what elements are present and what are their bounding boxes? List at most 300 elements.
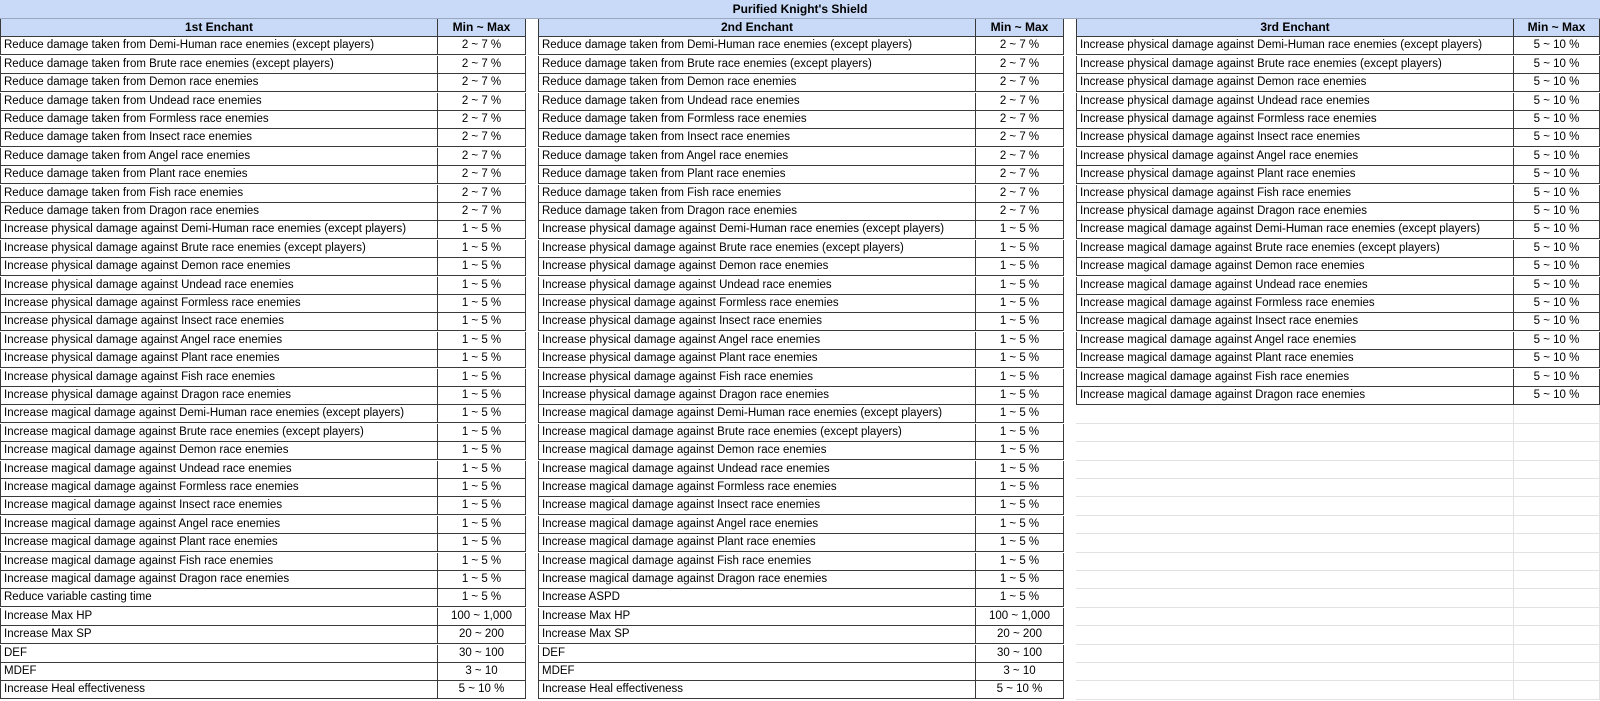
- table-row: [1076, 166, 1600, 184]
- table-row: [538, 148, 1064, 166]
- enchant-name-cell[interactable]: MDEF: [0, 663, 438, 681]
- empty-cell[interactable]: [1076, 516, 1514, 534]
- enchant-name-cell[interactable]: Increase magical damage against Demon race enemies: [538, 442, 976, 460]
- table-row: [1076, 37, 1600, 55]
- enchant-range-cell[interactable]: 2 ~ 7 %: [976, 93, 1064, 111]
- enchant-range-cell[interactable]: 1 ~ 5 %: [976, 313, 1064, 331]
- enchant-range-cell[interactable]: 1 ~ 5 %: [976, 442, 1064, 460]
- enchant-name-cell[interactable]: Increase magical damage against Undead race enemies: [0, 461, 438, 479]
- enchant-name-cell[interactable]: Increase magical damage against Plant race enemies: [1076, 350, 1514, 368]
- table-row: [1076, 203, 1600, 221]
- enchant-name-cell[interactable]: DEF: [0, 645, 438, 663]
- enchant-name-cell[interactable]: Increase magical damage against Insect race enemies: [0, 497, 438, 515]
- enchant-name-cell[interactable]: Increase physical damage against Fish race enemies: [1076, 185, 1514, 203]
- table-row: [1076, 221, 1600, 239]
- enchant-range-cell[interactable]: 1 ~ 5 %: [976, 534, 1064, 552]
- enchant-range-cell[interactable]: 5 ~ 10 %: [438, 681, 526, 699]
- enchant-name-cell[interactable]: Increase magical damage against Undead race enemies: [538, 461, 976, 479]
- enchant-range-cell[interactable]: 5 ~ 10 %: [1514, 387, 1600, 405]
- enchant-name-cell[interactable]: Increase magical damage against Formless race enemies: [0, 479, 438, 497]
- enchant-range-cell[interactable]: 2 ~ 7 %: [976, 185, 1064, 203]
- enchant-name-cell[interactable]: Increase magical damage against Fish race enemies: [538, 553, 976, 571]
- table-row: [0, 387, 526, 405]
- enchant-name-cell[interactable]: Reduce damage taken from Undead race enemies: [0, 93, 438, 111]
- enchant-range-cell[interactable]: 2 ~ 7 %: [438, 185, 526, 203]
- table-row: [0, 258, 526, 276]
- header-min-max[interactable]: Min ~ Max: [438, 19, 526, 37]
- enchant-name-cell[interactable]: Increase magical damage against Insect race enemies: [538, 497, 976, 515]
- enchant-range-cell[interactable]: 1 ~ 5 %: [438, 571, 526, 589]
- enchant-name-cell[interactable]: Reduce damage taken from Dragon race enemies: [538, 203, 976, 221]
- empty-cell[interactable]: [1076, 534, 1514, 552]
- enchant-range-cell[interactable]: 100 ~ 1,000: [976, 608, 1064, 626]
- enchant-range-cell[interactable]: 1 ~ 5 %: [438, 442, 526, 460]
- empty-cell[interactable]: [1076, 608, 1514, 626]
- table-row: [0, 203, 526, 221]
- table-row: [0, 681, 526, 699]
- enchant-name-cell[interactable]: Reduce damage taken from Brute race enemies (except players): [538, 56, 976, 74]
- table-row: [1076, 350, 1600, 368]
- enchant-name-cell[interactable]: Increase physical damage against Demi-Human race enemies (except players): [0, 221, 438, 239]
- enchant-name-cell[interactable]: Reduce damage taken from Fish race enemies: [0, 185, 438, 203]
- enchant-range-cell[interactable]: 2 ~ 7 %: [976, 37, 1064, 55]
- empty-cell[interactable]: [1514, 608, 1600, 626]
- enchant-name-cell[interactable]: Increase Heal effectiveness: [538, 681, 976, 699]
- enchant-range-cell[interactable]: 1 ~ 5 %: [976, 497, 1064, 515]
- enchant-range-cell[interactable]: 5 ~ 10 %: [1514, 185, 1600, 203]
- enchant-name-cell[interactable]: Increase magical damage against Dragon race enemies: [538, 571, 976, 589]
- enchant-range-cell[interactable]: 2 ~ 7 %: [438, 203, 526, 221]
- empty-cell[interactable]: [1076, 663, 1514, 681]
- enchant-name-cell[interactable]: Increase Max SP: [0, 626, 438, 644]
- table-row: [1076, 277, 1600, 295]
- enchant-range-cell[interactable]: 20 ~ 200: [438, 626, 526, 644]
- table-row: [0, 313, 526, 331]
- enchant-name-cell[interactable]: Reduce damage taken from Demon race enemies: [0, 74, 438, 92]
- enchant-range-cell[interactable]: 5 ~ 10 %: [1514, 258, 1600, 276]
- table-row: [538, 93, 1064, 111]
- empty-cell[interactable]: [1514, 681, 1600, 699]
- table-row: [538, 424, 1064, 442]
- table-row: [0, 479, 526, 497]
- enchant-name-cell[interactable]: Increase physical damage against Plant race enemies: [538, 350, 976, 368]
- empty-cell[interactable]: [1514, 405, 1600, 423]
- table-row: [1076, 387, 1600, 405]
- enchant-name-cell[interactable]: Increase physical damage against Formless race enemies: [538, 295, 976, 313]
- empty-cell[interactable]: [1514, 424, 1600, 442]
- enchant-range-cell[interactable]: 5 ~ 10 %: [1514, 203, 1600, 221]
- enchant-name-cell[interactable]: Increase magical damage against Angel race enemies: [0, 516, 438, 534]
- enchant-range-cell[interactable]: 1 ~ 5 %: [976, 221, 1064, 239]
- header-min-max[interactable]: Min ~ Max: [1514, 19, 1600, 37]
- empty-cell[interactable]: [1076, 424, 1514, 442]
- header-row: [538, 19, 1064, 37]
- enchant-name-cell[interactable]: Increase ASPD: [538, 589, 976, 607]
- enchant-name-cell[interactable]: Increase physical damage against Formless race enemies: [1076, 111, 1514, 129]
- enchant-range-cell[interactable]: 5 ~ 10 %: [1514, 240, 1600, 258]
- enchant-range-cell[interactable]: 5 ~ 10 %: [1514, 295, 1600, 313]
- enchant-range-cell[interactable]: 5 ~ 10 %: [1514, 56, 1600, 74]
- enchant-name-cell[interactable]: Increase physical damage against Fish race enemies: [538, 369, 976, 387]
- enchant-name-cell[interactable]: Increase magical damage against Brute race enemies (except players): [538, 424, 976, 442]
- enchant-range-cell[interactable]: 5 ~ 10 %: [1514, 166, 1600, 184]
- enchant-range-cell[interactable]: 5 ~ 10 %: [1514, 111, 1600, 129]
- table-row: [538, 74, 1064, 92]
- empty-cell[interactable]: [1076, 626, 1514, 644]
- enchant-name-cell[interactable]: Reduce damage taken from Formless race enemies: [538, 111, 976, 129]
- table-row: [538, 645, 1064, 663]
- empty-cell[interactable]: [1514, 553, 1600, 571]
- enchant-range-cell[interactable]: 1 ~ 5 %: [976, 258, 1064, 276]
- table-row: [1076, 56, 1600, 74]
- header-1st-enchant[interactable]: 1st Enchant: [0, 19, 438, 37]
- enchant-name-cell[interactable]: Reduce damage taken from Brute race enemies (except players): [0, 56, 438, 74]
- header-3rd-enchant[interactable]: 3rd Enchant: [1076, 19, 1514, 37]
- enchant-range-cell[interactable]: 1 ~ 5 %: [438, 332, 526, 350]
- enchant-name-cell[interactable]: Increase physical damage against Dragon race enemies: [538, 387, 976, 405]
- enchant-range-cell[interactable]: 1 ~ 5 %: [438, 221, 526, 239]
- enchant-name-cell[interactable]: Increase magical damage against Demi-Human race enemies (except players): [0, 405, 438, 423]
- table-row: [0, 663, 526, 681]
- enchant-range-cell[interactable]: 2 ~ 7 %: [976, 129, 1064, 147]
- enchant-range-cell[interactable]: 1 ~ 5 %: [438, 405, 526, 423]
- table-row: [1076, 369, 1600, 387]
- table-row: [538, 111, 1064, 129]
- enchant-name-cell[interactable]: Increase Max SP: [538, 626, 976, 644]
- enchant-range-cell[interactable]: 3 ~ 10: [438, 663, 526, 681]
- enchant-range-cell[interactable]: 5 ~ 10 %: [1514, 37, 1600, 55]
- table-row: [538, 571, 1064, 589]
- enchant-name-cell[interactable]: Increase magical damage against Dragon race enemies: [1076, 387, 1514, 405]
- enchant-name-cell[interactable]: Increase physical damage against Fish race enemies: [0, 369, 438, 387]
- header-min-max[interactable]: Min ~ Max: [976, 19, 1064, 37]
- table-row: [1076, 185, 1600, 203]
- table-row: [538, 240, 1064, 258]
- enchant-range-cell[interactable]: 5 ~ 10 %: [1514, 129, 1600, 147]
- enchant-range-cell[interactable]: 1 ~ 5 %: [438, 534, 526, 552]
- enchant-range-cell[interactable]: 1 ~ 5 %: [976, 295, 1064, 313]
- table-row: [538, 516, 1064, 534]
- table-row: [0, 553, 526, 571]
- table-row: [0, 645, 526, 663]
- enchant-name-cell[interactable]: Increase physical damage against Undead race enemies: [0, 277, 438, 295]
- enchant-range-cell[interactable]: 1 ~ 5 %: [976, 461, 1064, 479]
- enchant-range-cell[interactable]: 1 ~ 5 %: [438, 240, 526, 258]
- enchant-name-cell[interactable]: Increase physical damage against Formless race enemies: [0, 295, 438, 313]
- empty-cell[interactable]: [1514, 442, 1600, 460]
- enchant-name-cell[interactable]: Increase Max HP: [0, 608, 438, 626]
- enchant-name-cell[interactable]: Reduce damage taken from Insect race enemies: [538, 129, 976, 147]
- enchant-name-cell[interactable]: Increase magical damage against Fish race enemies: [1076, 369, 1514, 387]
- enchant-range-cell[interactable]: 5 ~ 10 %: [1514, 369, 1600, 387]
- enchant-name-cell[interactable]: Increase physical damage against Undead race enemies: [538, 277, 976, 295]
- table-row: [538, 369, 1064, 387]
- table-row: [0, 37, 526, 55]
- enchant-range-cell[interactable]: 2 ~ 7 %: [438, 166, 526, 184]
- enchant-name-cell[interactable]: Reduce damage taken from Demon race enemies: [538, 74, 976, 92]
- table-row: [0, 369, 526, 387]
- enchant-name-cell[interactable]: Reduce damage taken from Demi-Human race enemies (except players): [0, 37, 438, 55]
- enchant-range-cell[interactable]: 5 ~ 10 %: [1514, 277, 1600, 295]
- table-row: [0, 589, 526, 607]
- table-row: [0, 166, 526, 184]
- table-row: [538, 626, 1064, 644]
- table-row: [1076, 111, 1600, 129]
- enchant-range-cell[interactable]: 3 ~ 10: [976, 663, 1064, 681]
- enchant-name-cell[interactable]: Reduce damage taken from Dragon race enemies: [0, 203, 438, 221]
- enchant-name-cell[interactable]: Increase magical damage against Demon race enemies: [1076, 258, 1514, 276]
- table-row: [0, 111, 526, 129]
- enchant-range-cell[interactable]: 2 ~ 7 %: [976, 203, 1064, 221]
- empty-cell[interactable]: [1076, 442, 1514, 460]
- enchant-range-cell[interactable]: 1 ~ 5 %: [976, 369, 1064, 387]
- table-row: [0, 56, 526, 74]
- enchant-range-cell[interactable]: 2 ~ 7 %: [438, 37, 526, 55]
- enchant-name-cell[interactable]: Increase magical damage against Formless race enemies: [538, 479, 976, 497]
- table-row: [538, 387, 1064, 405]
- enchant-name-cell[interactable]: Increase physical damage against Brute race enemies (except players): [0, 240, 438, 258]
- enchant-range-cell[interactable]: 1 ~ 5 %: [976, 332, 1064, 350]
- table-row: [0, 148, 526, 166]
- table-row: [0, 424, 526, 442]
- enchant-range-cell[interactable]: 1 ~ 5 %: [976, 479, 1064, 497]
- table-row: [538, 663, 1064, 681]
- table-row: [538, 350, 1064, 368]
- enchant-name-cell[interactable]: Reduce damage taken from Insect race enemies: [0, 129, 438, 147]
- empty-cell[interactable]: [1514, 534, 1600, 552]
- enchant-range-cell[interactable]: 1 ~ 5 %: [438, 295, 526, 313]
- table-row: [538, 534, 1064, 552]
- empty-cell[interactable]: [1076, 405, 1514, 423]
- enchant-name-cell[interactable]: Increase Heal effectiveness: [0, 681, 438, 699]
- enchant-name-cell[interactable]: Increase physical damage against Demon race enemies: [1076, 74, 1514, 92]
- enchant-name-cell[interactable]: MDEF: [538, 663, 976, 681]
- empty-cell[interactable]: [1514, 461, 1600, 479]
- enchant-range-cell[interactable]: 2 ~ 7 %: [438, 148, 526, 166]
- enchant-name-cell[interactable]: Increase magical damage against Insect race enemies: [1076, 313, 1514, 331]
- enchant-range-cell[interactable]: 1 ~ 5 %: [976, 589, 1064, 607]
- enchant-range-cell[interactable]: 5 ~ 10 %: [976, 681, 1064, 699]
- enchant-range-cell[interactable]: 1 ~ 5 %: [976, 553, 1064, 571]
- enchant-name-cell[interactable]: Increase magical damage against Demi-Human race enemies (except players): [538, 405, 976, 423]
- enchant-name-cell[interactable]: Increase physical damage against Insect race enemies: [0, 313, 438, 331]
- enchant-name-cell[interactable]: Increase physical damage against Dragon race enemies: [0, 387, 438, 405]
- enchant-name-cell[interactable]: Reduce damage taken from Formless race enemies: [0, 111, 438, 129]
- enchant-name-cell[interactable]: Reduce damage taken from Plant race enemies: [0, 166, 438, 184]
- enchant-range-cell[interactable]: 1 ~ 5 %: [438, 387, 526, 405]
- table-row: [538, 405, 1064, 423]
- enchant-range-cell[interactable]: 1 ~ 5 %: [976, 405, 1064, 423]
- empty-cell[interactable]: [1514, 645, 1600, 663]
- empty-cell[interactable]: [1076, 497, 1514, 515]
- table-row: [0, 516, 526, 534]
- enchant-range-cell[interactable]: 100 ~ 1,000: [438, 608, 526, 626]
- empty-cell[interactable]: [1514, 479, 1600, 497]
- empty-cell[interactable]: [1514, 663, 1600, 681]
- enchant-range-cell[interactable]: 20 ~ 200: [976, 626, 1064, 644]
- table-row: [538, 313, 1064, 331]
- table-row: [0, 332, 526, 350]
- enchant-name-cell[interactable]: Increase magical damage against Brute race enemies (except players): [1076, 240, 1514, 258]
- enchant-name-cell[interactable]: Increase physical damage against Plant race enemies: [0, 350, 438, 368]
- enchant-range-cell[interactable]: 2 ~ 7 %: [976, 148, 1064, 166]
- table-row: [0, 442, 526, 460]
- enchant-range-cell[interactable]: 5 ~ 10 %: [1514, 332, 1600, 350]
- empty-cell[interactable]: [1514, 571, 1600, 589]
- enchant-range-cell[interactable]: 2 ~ 7 %: [438, 111, 526, 129]
- table-row: [0, 497, 526, 515]
- enchant-range-cell[interactable]: 1 ~ 5 %: [438, 497, 526, 515]
- enchant-name-cell[interactable]: Increase magical damage against Brute race enemies (except players): [0, 424, 438, 442]
- enchant-range-cell[interactable]: 5 ~ 10 %: [1514, 148, 1600, 166]
- enchant-range-cell[interactable]: 2 ~ 7 %: [438, 93, 526, 111]
- empty-cell[interactable]: [1076, 479, 1514, 497]
- table-row: [538, 129, 1064, 147]
- enchant-range-cell[interactable]: 2 ~ 7 %: [438, 56, 526, 74]
- enchant-range-cell[interactable]: 1 ~ 5 %: [438, 277, 526, 295]
- table-row: [538, 203, 1064, 221]
- empty-cell[interactable]: [1076, 553, 1514, 571]
- enchant-range-cell[interactable]: 1 ~ 5 %: [976, 240, 1064, 258]
- table-row: [538, 442, 1064, 460]
- table-row: [1076, 313, 1600, 331]
- enchant-name-cell[interactable]: Increase physical damage against Angel race enemies: [1076, 148, 1514, 166]
- enchant-range-cell[interactable]: 1 ~ 5 %: [976, 424, 1064, 442]
- enchant-range-cell[interactable]: 5 ~ 10 %: [1514, 221, 1600, 239]
- enchant-range-cell[interactable]: 2 ~ 7 %: [976, 111, 1064, 129]
- enchant-name-cell[interactable]: Increase physical damage against Brute race enemies (except players): [1076, 56, 1514, 74]
- enchant-range-cell[interactable]: 2 ~ 7 %: [438, 74, 526, 92]
- table-row: [1076, 295, 1600, 313]
- enchant-name-cell[interactable]: Increase physical damage against Insect race enemies: [1076, 129, 1514, 147]
- enchant-name-cell[interactable]: Increase magical damage against Formless race enemies: [1076, 295, 1514, 313]
- enchant-name-cell[interactable]: Increase physical damage against Angel race enemies: [538, 332, 976, 350]
- enchant-range-cell[interactable]: 1 ~ 5 %: [438, 350, 526, 368]
- enchant-range-cell[interactable]: 2 ~ 7 %: [976, 56, 1064, 74]
- enchant-name-cell[interactable]: Increase physical damage against Insect race enemies: [538, 313, 976, 331]
- enchant-name-cell[interactable]: Increase physical damage against Brute race enemies (except players): [538, 240, 976, 258]
- enchant-name-cell[interactable]: Reduce damage taken from Undead race enemies: [538, 93, 976, 111]
- header-2nd-enchant[interactable]: 2nd Enchant: [538, 19, 976, 37]
- enchant-name-cell[interactable]: Reduce damage taken from Plant race enemies: [538, 166, 976, 184]
- enchant-range-cell[interactable]: 1 ~ 5 %: [438, 258, 526, 276]
- table-row: [0, 93, 526, 111]
- table-row: [1076, 129, 1600, 147]
- enchant-range-cell[interactable]: 5 ~ 10 %: [1514, 93, 1600, 111]
- enchant-name-cell[interactable]: Reduce variable casting time: [0, 589, 438, 607]
- enchant-name-cell[interactable]: Reduce damage taken from Fish race enemies: [538, 185, 976, 203]
- enchant-range-cell[interactable]: 1 ~ 5 %: [438, 589, 526, 607]
- enchant-name-cell[interactable]: Increase physical damage against Demi-Human race enemies (except players): [538, 221, 976, 239]
- table-row: [538, 277, 1064, 295]
- enchant-range-cell[interactable]: 1 ~ 5 %: [976, 387, 1064, 405]
- empty-cell[interactable]: [1514, 626, 1600, 644]
- empty-cell[interactable]: [1514, 516, 1600, 534]
- enchant-range-cell[interactable]: 1 ~ 5 %: [438, 479, 526, 497]
- enchant-range-cell[interactable]: 5 ~ 10 %: [1514, 350, 1600, 368]
- enchant-name-cell[interactable]: Increase physical damage against Undead race enemies: [1076, 93, 1514, 111]
- enchant-range-cell[interactable]: 1 ~ 5 %: [438, 424, 526, 442]
- enchant-name-cell[interactable]: Increase physical damage against Demon race enemies: [0, 258, 438, 276]
- enchant-name-cell[interactable]: Increase physical damage against Demon race enemies: [538, 258, 976, 276]
- enchant-range-cell[interactable]: 2 ~ 7 %: [438, 129, 526, 147]
- enchant-name-cell[interactable]: Increase magical damage against Fish race enemies: [0, 553, 438, 571]
- empty-cell[interactable]: [1076, 681, 1514, 699]
- enchant-name-cell[interactable]: Increase magical damage against Demi-Human race enemies (except players): [1076, 221, 1514, 239]
- table-row: [0, 350, 526, 368]
- empty-cell[interactable]: [1076, 461, 1514, 479]
- enchant-range-cell[interactable]: 2 ~ 7 %: [976, 166, 1064, 184]
- table-row: [538, 681, 1064, 699]
- table-row: [538, 589, 1064, 607]
- table-row: [0, 74, 526, 92]
- enchant-range-cell[interactable]: 30 ~ 100: [976, 645, 1064, 663]
- header-row: [1076, 19, 1600, 37]
- empty-cell[interactable]: [1076, 645, 1514, 663]
- empty-cell[interactable]: [1514, 589, 1600, 607]
- enchant-range-cell[interactable]: 1 ~ 5 %: [438, 553, 526, 571]
- enchant-name-cell[interactable]: Increase magical damage against Undead race enemies: [1076, 277, 1514, 295]
- enchant-name-cell[interactable]: Increase magical damage against Angel race enemies: [1076, 332, 1514, 350]
- enchant-range-cell[interactable]: 1 ~ 5 %: [976, 277, 1064, 295]
- table-row: [538, 461, 1064, 479]
- table-row: [1076, 74, 1600, 92]
- enchant-name-cell[interactable]: Reduce damage taken from Angel race enemies: [0, 148, 438, 166]
- enchant-name-cell[interactable]: Increase physical damage against Plant race enemies: [1076, 166, 1514, 184]
- table-row: [538, 332, 1064, 350]
- enchant-name-cell[interactable]: Reduce damage taken from Angel race enemies: [538, 148, 976, 166]
- enchant-range-cell[interactable]: 1 ~ 5 %: [976, 350, 1064, 368]
- enchant-name-cell[interactable]: Increase magical damage against Plant race enemies: [0, 534, 438, 552]
- enchant-name-cell[interactable]: Increase magical damage against Angel race enemies: [538, 516, 976, 534]
- enchant-range-cell[interactable]: 30 ~ 100: [438, 645, 526, 663]
- table-row: [538, 221, 1064, 239]
- enchant-range-cell[interactable]: 1 ~ 5 %: [976, 571, 1064, 589]
- empty-cell[interactable]: [1076, 589, 1514, 607]
- enchant-name-cell[interactable]: Increase magical damage against Dragon race enemies: [0, 571, 438, 589]
- table-row: [0, 185, 526, 203]
- enchant-range-cell[interactable]: 5 ~ 10 %: [1514, 74, 1600, 92]
- enchant-range-cell[interactable]: 1 ~ 5 %: [438, 516, 526, 534]
- enchant-name-cell[interactable]: Increase physical damage against Demi-Human race enemies (except players): [1076, 37, 1514, 55]
- table-row: [0, 571, 526, 589]
- table-row: [0, 461, 526, 479]
- table-row: [538, 185, 1064, 203]
- empty-cell[interactable]: [1076, 571, 1514, 589]
- enchant-name-cell[interactable]: DEF: [538, 645, 976, 663]
- empty-cell[interactable]: [1514, 497, 1600, 515]
- table-row: [538, 553, 1064, 571]
- enchant-name-cell[interactable]: Reduce damage taken from Demi-Human race enemies (except players): [538, 37, 976, 55]
- table-row: [0, 277, 526, 295]
- enchant-range-cell[interactable]: 1 ~ 5 %: [438, 369, 526, 387]
- enchant-range-cell[interactable]: 5 ~ 10 %: [1514, 313, 1600, 331]
- enchant-range-cell[interactable]: 1 ~ 5 %: [438, 461, 526, 479]
- header-row: [0, 19, 526, 37]
- table-row: [538, 479, 1064, 497]
- sheet-title[interactable]: Purified Knight's Shield: [0, 0, 1600, 19]
- enchant-name-cell[interactable]: Increase physical damage against Angel race enemies: [0, 332, 438, 350]
- enchant-range-cell[interactable]: 2 ~ 7 %: [976, 74, 1064, 92]
- table-row: [0, 626, 526, 644]
- enchant-name-cell[interactable]: Increase Max HP: [538, 608, 976, 626]
- enchant-range-cell[interactable]: 1 ~ 5 %: [976, 516, 1064, 534]
- enchant-range-cell[interactable]: 1 ~ 5 %: [438, 313, 526, 331]
- table-row: [0, 405, 526, 423]
- enchant-name-cell[interactable]: Increase magical damage against Plant race enemies: [538, 534, 976, 552]
- enchant-name-cell[interactable]: Increase magical damage against Demon race enemies: [0, 442, 438, 460]
- enchant-name-cell[interactable]: Increase physical damage against Dragon race enemies: [1076, 203, 1514, 221]
